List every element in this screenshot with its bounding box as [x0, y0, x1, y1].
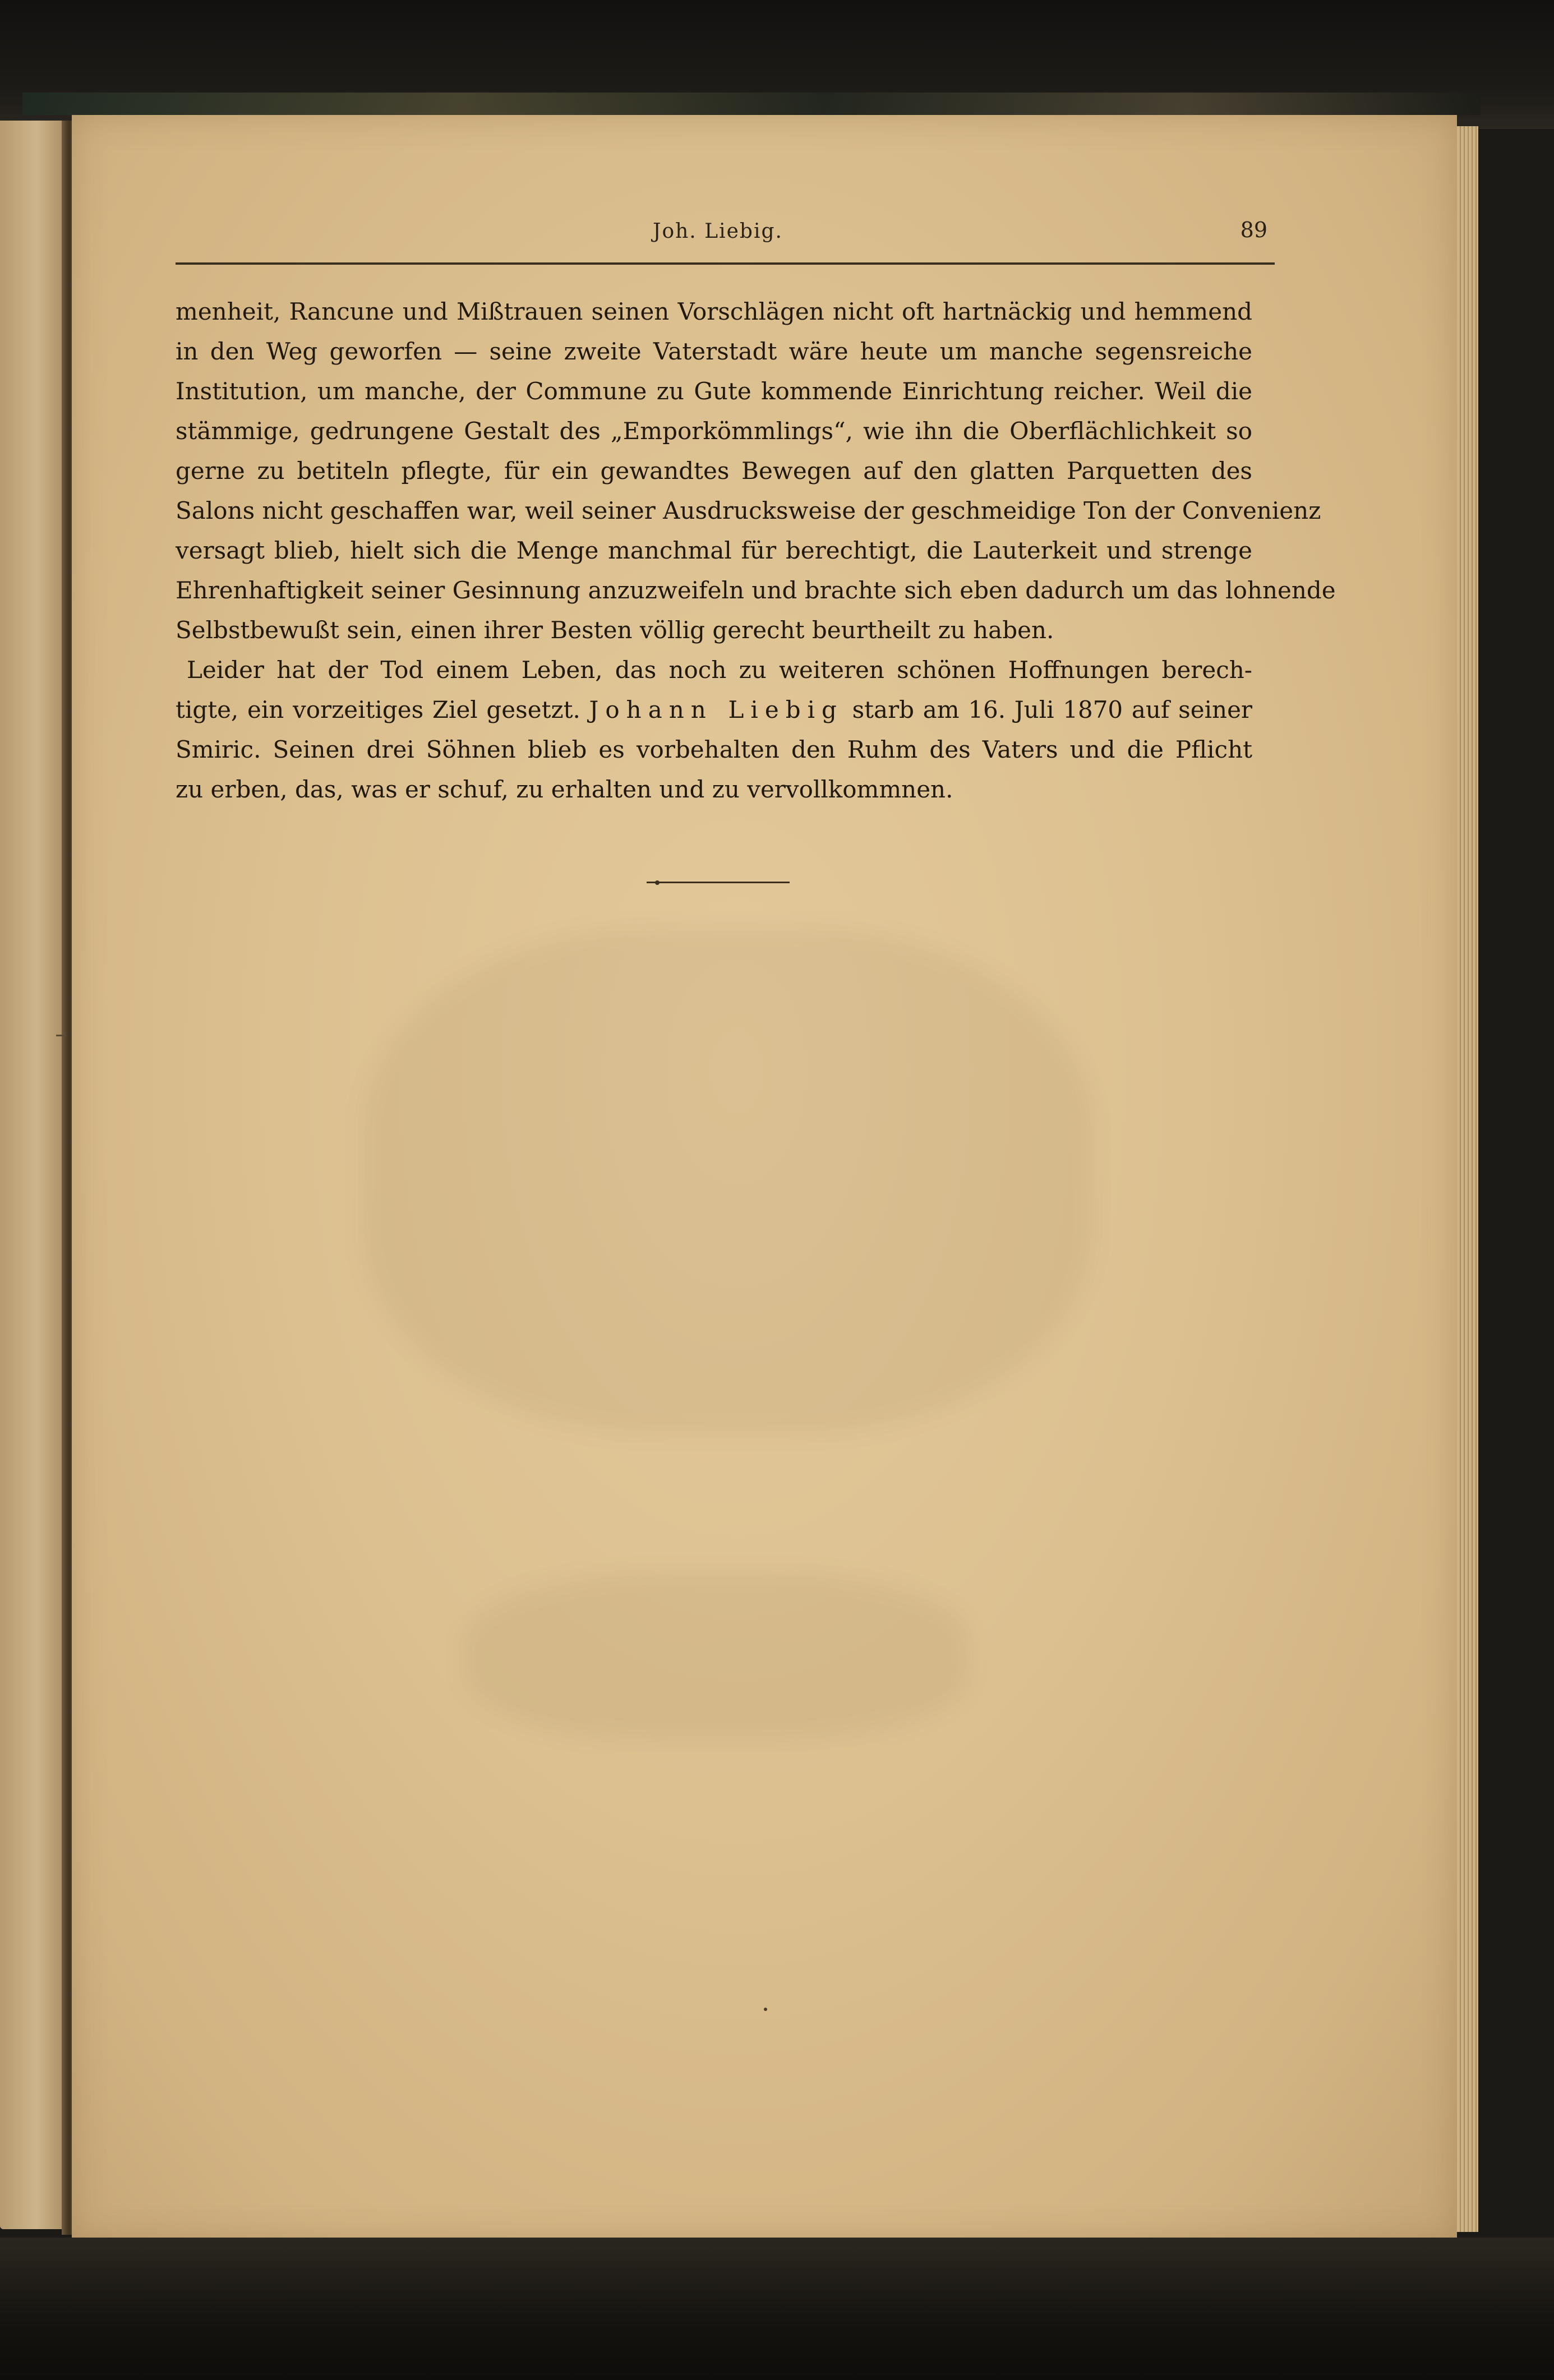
text-line: Selbstbewußt sein, einen ihrer Besten völlig gerecht beurtheilt zu haben.: [176, 616, 1054, 644]
book-binding-strip: [22, 93, 1481, 115]
running-head: Joh. Liebig.: [653, 220, 783, 243]
stray-ink-mark: [764, 2008, 767, 2011]
end-ornament-dot: [655, 880, 660, 885]
person-name: Johann Liebig: [589, 696, 843, 723]
text-line: zu erben, das, was er schuf, zu erhalten und zu vervollkommnen.: [176, 776, 953, 803]
text-fragment: starb am 16. Juli 1870 auf seiner: [843, 696, 1252, 723]
text-line: versagt blieb, hielt sich die Menge manchmal für berechtigt, die Lauterkeit und strenge: [176, 537, 1252, 564]
text-line: Ehrenhaftigkeit seiner Gesinnung anzuzweifeln und brachte sich eben dadurch um das lohnende: [176, 576, 1336, 604]
text-line: Institution, um manche, der Commune zu Gute kommende Einrichtung reicher. Weil die: [176, 377, 1252, 405]
text-line: gerne zu betiteln pflegte, für ein gewandtes Bewegen auf den glatten Parquetten des: [176, 457, 1252, 485]
text-line: Leider hat der Tod einem Leben, das noch zu weiteren schönen Hoffnungen berech-: [187, 656, 1252, 684]
show-through-shadow: [464, 1573, 969, 1741]
show-through-shadow: [363, 928, 1092, 1433]
book-cover-bottom-edge: [0, 2238, 1554, 2380]
verso-page-edge: [0, 121, 66, 2229]
text-line: Salons nicht geschaffen war, weil seiner Ausdrucksweise der geschmeidige Ton der Convenienz: [176, 497, 1321, 524]
stray-edge-mark: [56, 1035, 66, 1036]
text-line: Smiric. Seinen drei Söhnen blieb es vorbehalten den Ruhm des Vaters und die Pflicht: [176, 736, 1252, 763]
text-line: menheit, Rancune und Mißtrauen seinen Vorschlägen nicht oft hartnäckig und hemmend: [176, 298, 1252, 325]
page-stack-edge: [1457, 126, 1478, 2232]
page-number: 89: [1240, 218, 1267, 242]
body-text: [176, 292, 1336, 809]
header-rule: [176, 262, 1275, 265]
text-fragment: tigte, ein vorzeitiges Ziel gesetzt.: [176, 696, 589, 723]
text-line: in den Weg geworfen — seine zweite Vaterstadt wäre heute um manche segensreiche: [176, 338, 1252, 365]
text-line: stämmige, gedrungene Gestalt des „Emporkömmlings“, wie ihn die Oberflächlichkeit so: [176, 417, 1252, 445]
text-line: [176, 690, 1252, 730]
end-ornament-rule: [647, 882, 790, 883]
